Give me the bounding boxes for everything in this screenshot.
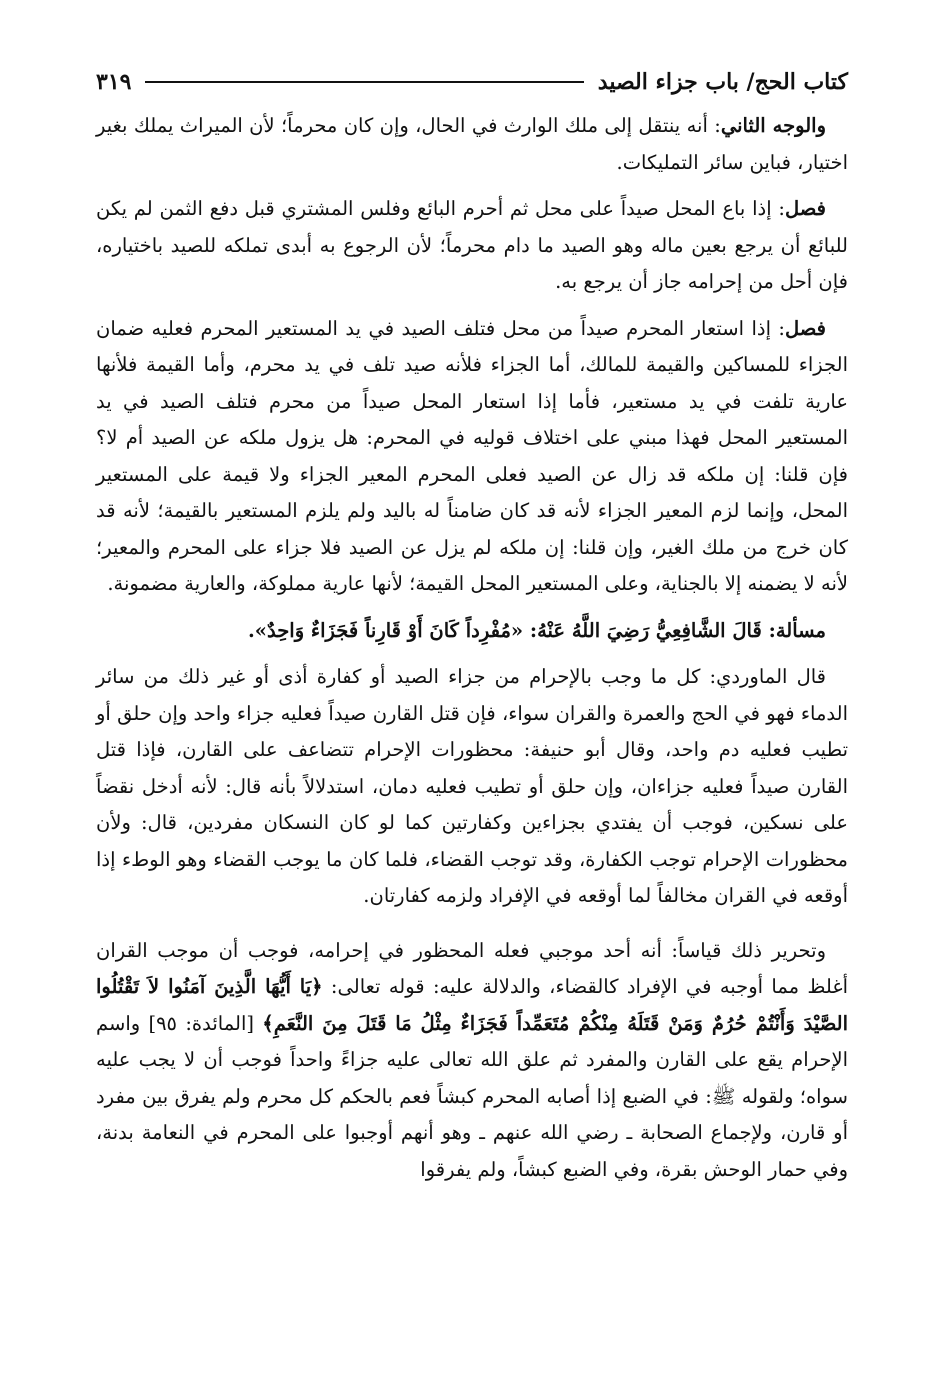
paragraph-lead: فصل <box>785 197 826 220</box>
running-header <box>96 62 848 102</box>
quran-verse: ﴿يَا أَيُّهَا الَّذِينَ آمَنُوا لاَ تَقْتُلُوا الصَّيْدَ وَأَنْتُمْ حُرُمٌ وَمَنْ قَتَلَهُ مِنْكُمْ مُتَعَمِّداً فَجَزَاءٌ مِثْلُ مَا قَتَلَ مِنَ النَّعَمِ﴾ <box>96 975 849 1035</box>
paragraph-mawardi: قال الماوردي: كل ما وجب بالإحرام من جزاء الصيد أو كفارة أذى أو غير ذلك من سائر الدماء فهو في الحج والعمرة والقران سواء، فإن قتل القارن صيداً فعليه جزاء واحد وإن حلق أو تطيب فعليه دم واحد، وقال أبو حنيفة: محظورات الإحرام تتضاعف على القارن، فإذا قتل القارن صيداً فعليه جزاءان، وإن حلق أو تطيب فعليه دمان، استدلالاً بأنه قال: لأنه أدخل نقضاً على نسكين، فوجب أن يفتدي بجزاءين وكفارتين كما لو كان النسكان مفردين، قال: ولأن محظورات الإحرام توجب الكفارة، وقد توجب القضاء، فلما كان ما يوجب القضاء وهو الوطء إذا أوقعه في القران مخالفاً لما أوقعه في الإفراد ولزمه كفارتان. <box>96 665 848 907</box>
tahrir-rest: واسم الإحرام يقع على القارن والمفرد ثم علق الله تعالى عليه جزاءً واحداً فوجب أن لا يجب عليه سواه؛ ولقوله ﷺ: في الضبع إذا أصابه المحرم كبشاً فعم بالحكم كل محرم ولم يفرق بين مفرد أو قارن، ولإجماع الصحابة ـ رضي الله عنهم ـ وهو أنهم أوجبوا على المحرم في النعامة بدنة، وفي حمار الوحش بقرة، وفي الضبع كبشاً، ولم يفرقوا <box>96 1011 848 1181</box>
page-number: ٣١٩ <box>96 69 132 95</box>
header-rule <box>145 81 583 83</box>
document-page <box>96 62 848 1198</box>
paragraph-text: : إذا باع المحل صيداً على محل ثم أحرم البائع وفلس المشتري قبل دفع الثمن لم يكن للبائع أن يرجع بعين ماله وهو الصيد ما دام محرماً؛ لأن الرجوع به أبدى تملكه للصيد باختياره، فإن أحل من إحرامه جاز أن يرجع به. <box>96 197 848 293</box>
tahrir-intro: وتحرير ذلك قياساً: أنه أحد موجبي فعله المحظور في إحرامه، فوجب أن موجب القران أغلظ مما أوجبه في الإفراد كالقضاء، والدلالة عليه: قوله تعالى: <box>96 938 848 998</box>
paragraph-fasl-sale <box>96 191 848 301</box>
chapter-title: كتاب الحج/ باب جزاء الصيد <box>597 69 848 95</box>
paragraph-text: : أنه ينتقل إلى ملك الوارث في الحال، وإن كان محرماً؛ لأن الميراث يملك بغير اختيار، فباين سائر التمليكات. <box>96 114 848 174</box>
paragraph-fasl-loan <box>96 311 848 603</box>
masala-label: مسألة <box>775 618 826 642</box>
masala-text: : قَالَ الشَّافِعِيُّ رَضِيَ اللَّهُ عَنْهُ: «مُفْرِداً كَانَ أَوْ قَارِناً فَجَزَاءٌ وَاحِدٌ». <box>248 618 776 642</box>
paragraph-second-aspect <box>96 108 848 181</box>
paragraph-lead: فصل <box>785 316 826 340</box>
masala-heading <box>96 613 848 650</box>
paragraph-lead: والوجه الثاني <box>720 114 826 137</box>
paragraph-text: : إذا استعار المحرم صيداً من محل فتلف الصيد في يد المستعير المحرم فعليه ضمان الجزاء للمساكين والقيمة للمالك، أما الجزاء فلأنه صيد تلف في يد محرم، وأما القيمة فلأنها عارية تلفت في يد مستعير، فأما إذا استعار المحل صيداً من محرم فتلف الصيد في يد المستعير المحل فهذا مبني على اختلاف قوليه في المحرم: هل يزول ملكه عن الصيد أم لا؟ فإن قلنا: إن ملكه قد زال عن الصيد فعلى المحرم المعير الجزاء ولا قيمة على المستعير المحل، وإنما لزم المعير الجزاء لأنه قد كان ضامناً له باليد ولم يلزم المستعير بالقيمة؛ لأنه قد كان خرج من ملك الغير، وإن قلنا: إن ملكه لم يزل عن الصيد فلا جزاء على المحرم والمعير؛ لأنه لا يضمنه إلا بالجناية، وعلى المستعير المحل القيمة؛ لأنها عارية مملوكة، والعارية مضمونة. <box>96 316 848 595</box>
paragraph-tahrir <box>96 933 848 1189</box>
verse-reference: [المائدة: ٩٥] <box>148 1011 263 1035</box>
